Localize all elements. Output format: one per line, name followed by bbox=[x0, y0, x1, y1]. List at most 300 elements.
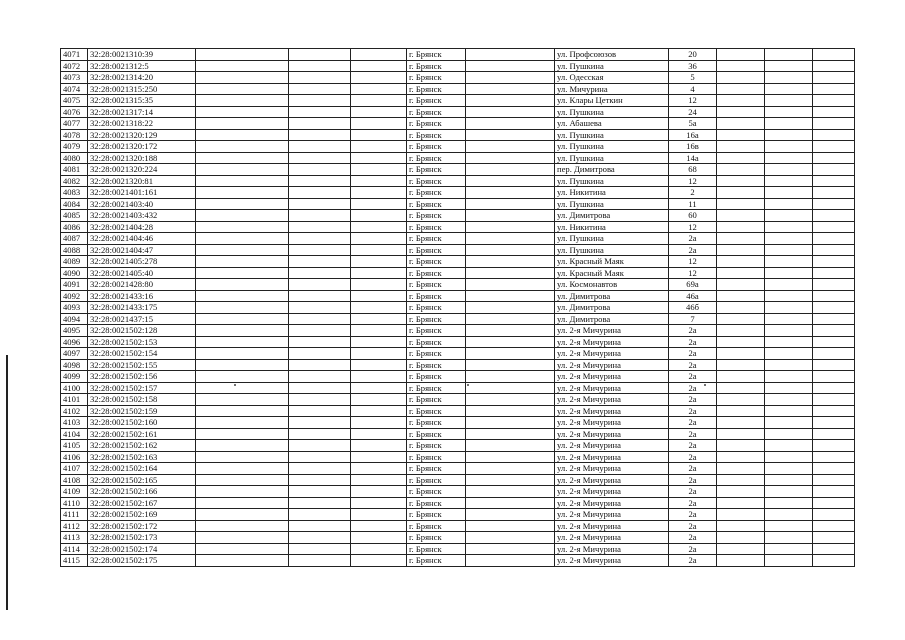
cell-empty bbox=[717, 509, 765, 521]
cell-cadastral: 32:28:0021314:20 bbox=[88, 72, 196, 84]
cell-house: 2а bbox=[669, 371, 717, 383]
cell-street: ул. Димитрова bbox=[555, 313, 669, 325]
cell-empty bbox=[351, 198, 407, 210]
cell-empty bbox=[351, 325, 407, 337]
cell-empty bbox=[813, 60, 855, 72]
cell-empty bbox=[717, 164, 765, 176]
cell-empty bbox=[717, 394, 765, 406]
table-row bbox=[61, 405, 855, 417]
cell-num: 4093 bbox=[61, 302, 88, 314]
table-row bbox=[61, 451, 855, 463]
cell-empty bbox=[289, 95, 351, 107]
cell-empty bbox=[765, 474, 813, 486]
cell-street: ул. 2-я Мичурина bbox=[555, 474, 669, 486]
cell-empty bbox=[765, 486, 813, 498]
cell-empty bbox=[765, 532, 813, 544]
cell-empty bbox=[351, 440, 407, 452]
cell-empty bbox=[289, 348, 351, 360]
cell-house: 2а bbox=[669, 405, 717, 417]
cell-empty bbox=[765, 382, 813, 394]
cell-num: 4076 bbox=[61, 106, 88, 118]
cell-street: ул. 2-я Мичурина bbox=[555, 359, 669, 371]
table-row bbox=[61, 95, 855, 107]
cell-empty bbox=[717, 279, 765, 291]
cell-empty bbox=[813, 210, 855, 222]
cell-empty bbox=[813, 141, 855, 153]
cell-empty bbox=[289, 175, 351, 187]
cell-empty bbox=[196, 210, 289, 222]
cell-empty bbox=[717, 543, 765, 555]
cell-house: 5а bbox=[669, 118, 717, 130]
cell-street: ул. 2-я Мичурина bbox=[555, 440, 669, 452]
cell-num: 4080 bbox=[61, 152, 88, 164]
cell-cadastral: 32:28:0021320:172 bbox=[88, 141, 196, 153]
cell-empty bbox=[196, 382, 289, 394]
cell-empty bbox=[813, 336, 855, 348]
cell-empty bbox=[717, 49, 765, 61]
cell-num: 4105 bbox=[61, 440, 88, 452]
cell-city: г. Брянск bbox=[407, 336, 466, 348]
cell-empty bbox=[765, 221, 813, 233]
table-row bbox=[61, 497, 855, 509]
cell-empty bbox=[717, 474, 765, 486]
cell-cadastral: 32:28:0021403:432 bbox=[88, 210, 196, 222]
cell-cadastral: 32:28:0021433:16 bbox=[88, 290, 196, 302]
cell-num: 4092 bbox=[61, 290, 88, 302]
cell-house: 14а bbox=[669, 152, 717, 164]
cell-empty bbox=[196, 543, 289, 555]
table-row bbox=[61, 555, 855, 567]
cell-cadastral: 32:28:0021437:15 bbox=[88, 313, 196, 325]
cell-empty bbox=[466, 532, 555, 544]
cell-city: г. Брянск bbox=[407, 474, 466, 486]
cell-empty bbox=[351, 152, 407, 164]
cell-empty bbox=[813, 302, 855, 314]
table-row bbox=[61, 60, 855, 72]
cell-empty bbox=[466, 129, 555, 141]
cell-empty bbox=[717, 95, 765, 107]
cell-city: г. Брянск bbox=[407, 451, 466, 463]
cell-street: ул. 2-я Мичурина bbox=[555, 394, 669, 406]
cell-empty bbox=[765, 417, 813, 429]
cell-city: г. Брянск bbox=[407, 382, 466, 394]
cell-empty bbox=[466, 141, 555, 153]
cell-empty bbox=[717, 325, 765, 337]
cell-empty bbox=[289, 244, 351, 256]
cell-num: 4087 bbox=[61, 233, 88, 245]
cell-empty bbox=[466, 359, 555, 371]
scan-edge-mark bbox=[6, 355, 8, 610]
cell-empty bbox=[813, 164, 855, 176]
cell-cadastral: 32:28:0021502:165 bbox=[88, 474, 196, 486]
cell-empty bbox=[813, 509, 855, 521]
cell-num: 4088 bbox=[61, 244, 88, 256]
cell-empty bbox=[813, 325, 855, 337]
cell-city: г. Брянск bbox=[407, 440, 466, 452]
cell-house: 2а bbox=[669, 244, 717, 256]
cell-empty bbox=[466, 555, 555, 567]
cell-cadastral: 32:28:0021502:169 bbox=[88, 509, 196, 521]
cell-street: ул. Пушкина bbox=[555, 175, 669, 187]
cell-num: 4090 bbox=[61, 267, 88, 279]
cell-cadastral: 32:28:0021502:156 bbox=[88, 371, 196, 383]
cell-street: ул. Димитрова bbox=[555, 210, 669, 222]
cell-empty bbox=[289, 221, 351, 233]
cell-city: г. Брянск bbox=[407, 118, 466, 130]
cell-empty bbox=[813, 313, 855, 325]
cell-house: 2а bbox=[669, 532, 717, 544]
cell-empty bbox=[351, 486, 407, 498]
cell-empty bbox=[196, 463, 289, 475]
cell-empty bbox=[813, 497, 855, 509]
cell-street: ул. 2-я Мичурина bbox=[555, 520, 669, 532]
cell-street: ул. 2-я Мичурина bbox=[555, 405, 669, 417]
cell-empty bbox=[351, 106, 407, 118]
cell-empty bbox=[351, 267, 407, 279]
cell-empty bbox=[351, 509, 407, 521]
cell-city: г. Брянск bbox=[407, 497, 466, 509]
cell-empty bbox=[351, 256, 407, 268]
cell-cadastral: 32:28:0021502:158 bbox=[88, 394, 196, 406]
cell-empty bbox=[466, 336, 555, 348]
cell-empty bbox=[765, 72, 813, 84]
cell-empty bbox=[813, 72, 855, 84]
cell-empty bbox=[717, 129, 765, 141]
cell-empty bbox=[289, 60, 351, 72]
cell-empty bbox=[765, 210, 813, 222]
cell-empty bbox=[196, 440, 289, 452]
cell-city: г. Брянск bbox=[407, 72, 466, 84]
cell-city: г. Брянск bbox=[407, 95, 466, 107]
cell-empty bbox=[813, 555, 855, 567]
cell-empty bbox=[813, 187, 855, 199]
cell-empty bbox=[813, 267, 855, 279]
cell-cadastral: 32:28:0021502:154 bbox=[88, 348, 196, 360]
cell-empty bbox=[813, 152, 855, 164]
cell-empty bbox=[351, 394, 407, 406]
cell-empty bbox=[466, 520, 555, 532]
cell-city: г. Брянск bbox=[407, 83, 466, 95]
table-row bbox=[61, 348, 855, 360]
cell-empty bbox=[289, 313, 351, 325]
cell-street: ул. 2-я Мичурина bbox=[555, 371, 669, 383]
cell-empty bbox=[466, 382, 555, 394]
cell-street: ул. Пушкина bbox=[555, 244, 669, 256]
cell-empty bbox=[351, 129, 407, 141]
cell-empty bbox=[717, 371, 765, 383]
cell-house: 2а bbox=[669, 440, 717, 452]
cell-num: 4110 bbox=[61, 497, 88, 509]
cell-empty bbox=[765, 313, 813, 325]
cell-city: г. Брянск bbox=[407, 463, 466, 475]
cell-empty bbox=[351, 336, 407, 348]
cell-empty bbox=[289, 520, 351, 532]
cell-empty bbox=[196, 302, 289, 314]
table-row bbox=[61, 382, 855, 394]
cell-empty bbox=[289, 83, 351, 95]
cell-empty bbox=[717, 428, 765, 440]
cell-cadastral: 32:28:0021403:40 bbox=[88, 198, 196, 210]
cell-empty bbox=[351, 474, 407, 486]
cell-empty bbox=[351, 371, 407, 383]
cell-street: ул. Одесская bbox=[555, 72, 669, 84]
scan-speck bbox=[234, 384, 236, 386]
cell-empty bbox=[765, 244, 813, 256]
cell-street: ул. 2-я Мичурина bbox=[555, 543, 669, 555]
cell-house: 2а bbox=[669, 474, 717, 486]
scan-speck bbox=[704, 384, 706, 386]
cell-street: ул. 2-я Мичурина bbox=[555, 555, 669, 567]
cell-empty bbox=[289, 279, 351, 291]
cell-empty bbox=[196, 175, 289, 187]
table-row bbox=[61, 267, 855, 279]
table-row bbox=[61, 474, 855, 486]
cell-empty bbox=[717, 118, 765, 130]
cell-empty bbox=[289, 325, 351, 337]
cell-house: 16а bbox=[669, 129, 717, 141]
cell-empty bbox=[813, 486, 855, 498]
cell-empty bbox=[813, 256, 855, 268]
cell-cadastral: 32:28:0021428:80 bbox=[88, 279, 196, 291]
table-row bbox=[61, 325, 855, 337]
cell-house: 5 bbox=[669, 72, 717, 84]
cell-empty bbox=[466, 463, 555, 475]
cell-cadastral: 32:28:0021312:5 bbox=[88, 60, 196, 72]
cell-empty bbox=[813, 463, 855, 475]
cell-empty bbox=[196, 49, 289, 61]
cell-empty bbox=[765, 359, 813, 371]
cell-num: 4083 bbox=[61, 187, 88, 199]
cell-empty bbox=[466, 313, 555, 325]
cell-num: 4082 bbox=[61, 175, 88, 187]
cell-empty bbox=[196, 129, 289, 141]
cell-empty bbox=[765, 49, 813, 61]
cell-empty bbox=[717, 256, 765, 268]
cell-city: г. Брянск bbox=[407, 279, 466, 291]
cell-empty bbox=[813, 520, 855, 532]
cell-empty bbox=[351, 175, 407, 187]
cell-house: 69а bbox=[669, 279, 717, 291]
cell-empty bbox=[813, 244, 855, 256]
cell-house: 16в bbox=[669, 141, 717, 153]
cell-empty bbox=[717, 440, 765, 452]
cell-empty bbox=[289, 72, 351, 84]
cell-city: г. Брянск bbox=[407, 405, 466, 417]
cell-house: 7 bbox=[669, 313, 717, 325]
cell-empty bbox=[289, 267, 351, 279]
cell-city: г. Брянск bbox=[407, 520, 466, 532]
cell-empty bbox=[289, 451, 351, 463]
cell-num: 4071 bbox=[61, 49, 88, 61]
cell-city: г. Брянск bbox=[407, 371, 466, 383]
cell-house: 2а bbox=[669, 336, 717, 348]
cell-empty bbox=[813, 118, 855, 130]
cell-empty bbox=[196, 72, 289, 84]
cell-num: 4104 bbox=[61, 428, 88, 440]
cell-empty bbox=[351, 359, 407, 371]
cell-house: 2а bbox=[669, 394, 717, 406]
cell-empty bbox=[717, 141, 765, 153]
cell-empty bbox=[196, 428, 289, 440]
cell-empty bbox=[289, 198, 351, 210]
cell-empty bbox=[717, 210, 765, 222]
cell-city: г. Брянск bbox=[407, 555, 466, 567]
cell-empty bbox=[813, 279, 855, 291]
cell-street: ул. 2-я Мичурина bbox=[555, 325, 669, 337]
cell-empty bbox=[765, 302, 813, 314]
cell-empty bbox=[196, 221, 289, 233]
cell-empty bbox=[351, 95, 407, 107]
cell-num: 4108 bbox=[61, 474, 88, 486]
cell-empty bbox=[717, 497, 765, 509]
cell-num: 4078 bbox=[61, 129, 88, 141]
cell-empty bbox=[351, 187, 407, 199]
cell-empty bbox=[289, 382, 351, 394]
cell-empty bbox=[466, 325, 555, 337]
cell-empty bbox=[813, 83, 855, 95]
cell-empty bbox=[466, 118, 555, 130]
cell-street: ул. 2-я Мичурина bbox=[555, 509, 669, 521]
cell-num: 4099 bbox=[61, 371, 88, 383]
cell-cadastral: 32:28:0021502:161 bbox=[88, 428, 196, 440]
cell-cadastral: 32:28:0021320:81 bbox=[88, 175, 196, 187]
cell-num: 4077 bbox=[61, 118, 88, 130]
cell-house: 2а bbox=[669, 463, 717, 475]
cell-empty bbox=[717, 72, 765, 84]
cell-empty bbox=[717, 313, 765, 325]
cell-num: 4101 bbox=[61, 394, 88, 406]
cell-num: 4091 bbox=[61, 279, 88, 291]
cell-house: 46б bbox=[669, 302, 717, 314]
cell-cadastral: 32:28:0021502:174 bbox=[88, 543, 196, 555]
cell-empty bbox=[289, 336, 351, 348]
cell-city: г. Брянск bbox=[407, 152, 466, 164]
cell-street: ул. 2-я Мичурина bbox=[555, 463, 669, 475]
cell-cadastral: 32:28:0021502:173 bbox=[88, 532, 196, 544]
cell-empty bbox=[289, 302, 351, 314]
cell-city: г. Брянск bbox=[407, 313, 466, 325]
cell-empty bbox=[717, 106, 765, 118]
cell-empty bbox=[466, 221, 555, 233]
cell-empty bbox=[813, 129, 855, 141]
cell-empty bbox=[813, 106, 855, 118]
cell-empty bbox=[717, 555, 765, 567]
cell-num: 4098 bbox=[61, 359, 88, 371]
cell-empty bbox=[196, 532, 289, 544]
cell-city: г. Брянск bbox=[407, 210, 466, 222]
cell-empty bbox=[351, 60, 407, 72]
cell-empty bbox=[717, 175, 765, 187]
cell-empty bbox=[717, 83, 765, 95]
cell-empty bbox=[466, 152, 555, 164]
cell-street: ул. 2-я Мичурина bbox=[555, 417, 669, 429]
cell-empty bbox=[196, 141, 289, 153]
cell-empty bbox=[466, 451, 555, 463]
cell-house: 24 bbox=[669, 106, 717, 118]
cell-house: 60 bbox=[669, 210, 717, 222]
cell-house: 12 bbox=[669, 221, 717, 233]
cell-empty bbox=[196, 233, 289, 245]
cell-empty bbox=[466, 543, 555, 555]
cell-empty bbox=[351, 417, 407, 429]
cell-num: 4079 bbox=[61, 141, 88, 153]
cell-empty bbox=[466, 72, 555, 84]
cell-empty bbox=[466, 106, 555, 118]
cell-empty bbox=[289, 129, 351, 141]
cell-empty bbox=[466, 267, 555, 279]
cell-city: г. Брянск bbox=[407, 394, 466, 406]
table-row bbox=[61, 440, 855, 452]
cell-empty bbox=[717, 336, 765, 348]
cell-house: 2а bbox=[669, 348, 717, 360]
cell-house: 2а bbox=[669, 428, 717, 440]
cell-empty bbox=[196, 256, 289, 268]
table-row bbox=[61, 543, 855, 555]
cell-house: 2а bbox=[669, 417, 717, 429]
cell-num: 4103 bbox=[61, 417, 88, 429]
cell-empty bbox=[351, 233, 407, 245]
cell-city: г. Брянск bbox=[407, 290, 466, 302]
cell-empty bbox=[466, 95, 555, 107]
table-row bbox=[61, 118, 855, 130]
cell-cadastral: 32:28:0021315:35 bbox=[88, 95, 196, 107]
cell-cadastral: 32:28:0021502:159 bbox=[88, 405, 196, 417]
cell-house: 2а bbox=[669, 543, 717, 555]
cell-empty bbox=[765, 95, 813, 107]
cell-city: г. Брянск bbox=[407, 49, 466, 61]
table-row bbox=[61, 486, 855, 498]
cell-house: 68 bbox=[669, 164, 717, 176]
cell-empty bbox=[813, 198, 855, 210]
cell-empty bbox=[289, 164, 351, 176]
cell-num: 4111 bbox=[61, 509, 88, 521]
table-row bbox=[61, 394, 855, 406]
cell-cadastral: 32:28:0021502:153 bbox=[88, 336, 196, 348]
cell-empty bbox=[196, 371, 289, 383]
table-row bbox=[61, 279, 855, 291]
cell-cadastral: 32:28:0021502:172 bbox=[88, 520, 196, 532]
cell-empty bbox=[717, 451, 765, 463]
cell-house: 2а bbox=[669, 451, 717, 463]
cell-street: ул. Космонавтов bbox=[555, 279, 669, 291]
cell-empty bbox=[289, 394, 351, 406]
cell-empty bbox=[196, 83, 289, 95]
cell-empty bbox=[466, 348, 555, 360]
cell-street: ул. Пушкина bbox=[555, 129, 669, 141]
cell-cadastral: 32:28:0021405:278 bbox=[88, 256, 196, 268]
cell-empty bbox=[466, 233, 555, 245]
cell-empty bbox=[717, 486, 765, 498]
cell-city: г. Брянск bbox=[407, 164, 466, 176]
cell-street: ул. Пушкина bbox=[555, 152, 669, 164]
cell-empty bbox=[196, 279, 289, 291]
cell-empty bbox=[466, 428, 555, 440]
cell-city: г. Брянск bbox=[407, 359, 466, 371]
cell-empty bbox=[289, 543, 351, 555]
cell-empty bbox=[196, 474, 289, 486]
cell-empty bbox=[351, 463, 407, 475]
cell-num: 4073 bbox=[61, 72, 88, 84]
cell-house: 4 bbox=[669, 83, 717, 95]
cell-empty bbox=[196, 394, 289, 406]
cell-empty bbox=[466, 210, 555, 222]
cell-empty bbox=[289, 256, 351, 268]
cell-city: г. Брянск bbox=[407, 187, 466, 199]
table-row bbox=[61, 428, 855, 440]
cell-empty bbox=[717, 60, 765, 72]
cell-empty bbox=[813, 49, 855, 61]
cell-empty bbox=[765, 175, 813, 187]
